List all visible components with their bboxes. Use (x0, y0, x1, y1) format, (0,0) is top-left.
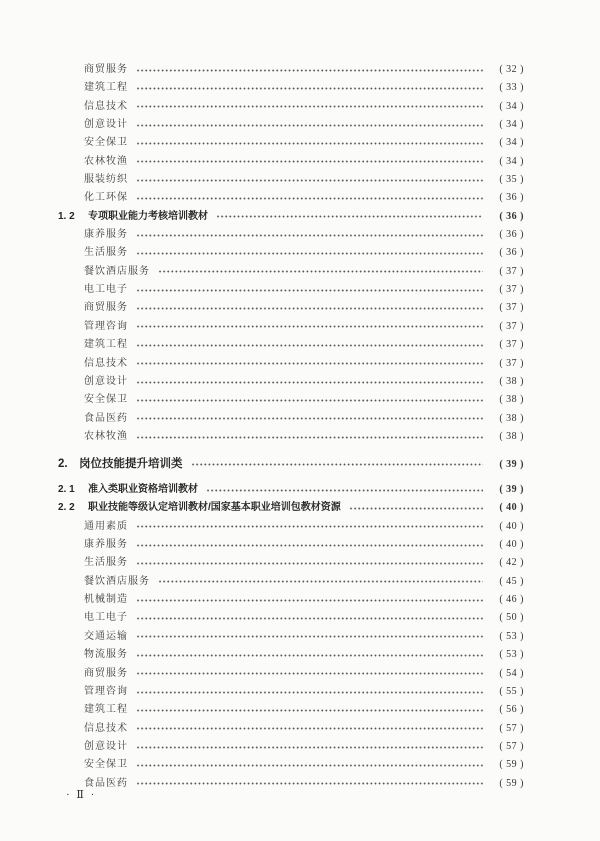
dot-leader (136, 307, 483, 310)
toc-entry-label: 管理咨询 (84, 685, 128, 697)
toc-entry-label: 安全保卫 (84, 394, 128, 406)
dot-leader (136, 654, 483, 657)
toc-entry (58, 737, 524, 755)
toc-entry-label: 交通运输 (84, 630, 128, 642)
toc-entry-page: ( 53 ) (499, 630, 524, 642)
dot-leader (136, 691, 483, 694)
dot-leader (136, 362, 483, 365)
dot-leader (136, 124, 483, 127)
toc-entry (58, 152, 524, 170)
toc-entry-label: 建筑工程 (84, 704, 128, 716)
toc-entry-label: 农林牧渔 (84, 430, 128, 442)
toc-entry-page: ( 50 ) (499, 612, 524, 624)
toc-entry-label: 商贸服务 (84, 302, 128, 314)
dot-leader (206, 489, 483, 492)
toc-entry-label: 商贸服务 (84, 667, 128, 679)
toc-entry (58, 115, 524, 133)
toc-entry-page: ( 59 ) (499, 759, 524, 771)
toc-entry (58, 409, 524, 427)
toc-entry-label: 物流服务 (84, 649, 128, 661)
toc-entry-label: 食品医药 (84, 412, 128, 424)
toc-entry-label: 信息技术 (84, 100, 128, 112)
toc-entry (58, 335, 524, 353)
toc-entry-label: 专项职业能力考核培训教材 (88, 210, 208, 222)
toc-entry (58, 645, 524, 663)
toc-entry (58, 317, 524, 335)
toc-entry (58, 372, 524, 390)
toc-entry (58, 682, 524, 700)
toc-entry-page: ( 37 ) (499, 320, 524, 332)
toc-entry-page: ( 59 ) (499, 777, 524, 789)
toc-list (58, 60, 524, 792)
toc-entry-page: ( 34 ) (499, 119, 524, 131)
toc-entry (58, 390, 524, 408)
page-number-footer: · Ⅱ · (66, 789, 97, 801)
toc-entry-label: 商贸服务 (84, 64, 128, 75)
dot-leader (136, 562, 483, 565)
toc-entry-label: 通用素质 (84, 520, 128, 532)
dot-leader (136, 381, 483, 384)
toc-entry-page: ( 57 ) (499, 740, 524, 752)
dot-leader (136, 234, 483, 237)
dot-leader (136, 69, 483, 72)
dot-leader (158, 270, 483, 273)
toc-entry (58, 262, 524, 280)
dot-leader (136, 252, 483, 255)
toc-entry-label: 职业技能等级认定培训教材/国家基本职业培训包教材资源 (88, 502, 341, 514)
toc-entry (58, 590, 524, 608)
toc-entry-page: ( 55 ) (499, 685, 524, 697)
toc-entry (58, 170, 524, 188)
toc-entry-page: ( 34 ) (499, 100, 524, 112)
toc-entry-page: ( 36 ) (499, 192, 524, 204)
dot-leader (136, 764, 483, 767)
toc-entry (58, 225, 524, 243)
toc-entry-page: ( 33 ) (499, 82, 524, 94)
dot-leader (136, 672, 483, 675)
dot-leader (136, 344, 483, 347)
toc-entry (58, 774, 524, 792)
toc-entry-label: 创意设计 (84, 119, 128, 131)
toc-entry (58, 207, 524, 225)
toc-entry-page: ( 37 ) (499, 339, 524, 351)
toc-entry-page: ( 36 ) (499, 210, 524, 222)
toc-entry (58, 427, 524, 445)
toc-entry-number: 2. (58, 457, 68, 470)
toc-entry (58, 700, 524, 718)
dot-leader (136, 436, 483, 439)
toc-entry-label: 创意设计 (84, 375, 128, 387)
toc-entry-label: 建筑工程 (84, 82, 128, 94)
dot-leader (136, 325, 483, 328)
toc-entry (58, 298, 524, 316)
toc-entry-label: 管理咨询 (84, 320, 128, 332)
dot-leader (136, 417, 483, 420)
toc-entry-page: ( 32 ) (499, 64, 524, 75)
toc-entry-page: ( 36 ) (499, 229, 524, 241)
toc-entry-page: ( 34 ) (499, 137, 524, 149)
toc-entry-page: ( 39 ) (499, 484, 524, 496)
toc-entry-number: 2. 2 (58, 502, 75, 514)
toc-entry-page: ( 40 ) (499, 539, 524, 551)
toc-entry-label: 机械制造 (84, 594, 128, 606)
toc-entry-label: 生活服务 (84, 557, 128, 569)
toc-entry-page: ( 38 ) (499, 412, 524, 424)
toc-entry (58, 627, 524, 645)
toc-entry-page: ( 46 ) (499, 594, 524, 606)
toc-entry (58, 535, 524, 553)
toc-entry-page: ( 37 ) (499, 284, 524, 296)
toc-entry (58, 664, 524, 682)
toc-entry-label: 化工环保 (84, 192, 128, 204)
toc-entry-label: 安全保卫 (84, 137, 128, 149)
toc-entry-page: ( 35 ) (499, 174, 524, 186)
dot-leader (349, 507, 483, 510)
toc-entry (58, 188, 524, 206)
dot-leader (136, 544, 483, 547)
dot-leader (136, 160, 483, 163)
dot-leader (158, 580, 483, 583)
toc-entry-label: 信息技术 (84, 357, 128, 369)
toc-entry-page: ( 34 ) (499, 155, 524, 167)
toc-entry-page: ( 38 ) (499, 430, 524, 442)
dot-leader (136, 782, 483, 785)
dot-leader (136, 709, 483, 712)
dot-leader (136, 179, 483, 182)
toc-entry-page: ( 39 ) (499, 458, 524, 470)
toc-entry (58, 755, 524, 773)
toc-entry-page: ( 54 ) (499, 667, 524, 679)
toc-entry (58, 354, 524, 372)
toc-entry (58, 480, 524, 498)
toc-entry-page: ( 36 ) (499, 247, 524, 259)
toc-entry-page: ( 37 ) (499, 302, 524, 314)
toc-entry-page: ( 40 ) (499, 520, 524, 532)
toc-entry-label: 信息技术 (84, 722, 128, 734)
toc-entry (58, 608, 524, 626)
toc-entry-label: 创意设计 (84, 740, 128, 752)
dot-leader (136, 617, 483, 620)
dot-leader (136, 105, 483, 108)
toc-entry (58, 60, 524, 78)
toc-entry (58, 455, 524, 473)
toc-entry-number: 2. 1 (58, 484, 75, 496)
toc-entry-page: ( 56 ) (499, 704, 524, 716)
toc-entry-label: 康养服务 (84, 539, 128, 551)
toc-entry-label: 电工电子 (84, 284, 128, 296)
toc-entry-label: 康养服务 (84, 229, 128, 241)
toc-entry-page: ( 42 ) (499, 557, 524, 569)
toc-entry-page: ( 37 ) (499, 265, 524, 277)
toc-entry (58, 97, 524, 115)
toc-entry-label: 农林牧渔 (84, 155, 128, 167)
dot-leader (136, 399, 483, 402)
toc-entry-page: ( 57 ) (499, 722, 524, 734)
toc-entry-label: 餐饮酒店服务 (84, 265, 150, 277)
toc-entry-label: 生活服务 (84, 247, 128, 259)
toc-entry (58, 78, 524, 96)
dot-leader (191, 463, 484, 466)
dot-leader (136, 746, 483, 749)
toc-entry-page: ( 53 ) (499, 649, 524, 661)
toc-entry (58, 572, 524, 590)
toc-entry (58, 719, 524, 737)
dot-leader (136, 87, 483, 90)
toc-entry-page: ( 40 ) (499, 502, 524, 514)
toc-entry (58, 133, 524, 151)
dot-leader (136, 289, 483, 292)
toc-entry-label: 安全保卫 (84, 759, 128, 771)
dot-leader (136, 197, 483, 200)
dot-leader (136, 525, 483, 528)
toc-entry (58, 243, 524, 261)
toc-entry-page: ( 38 ) (499, 375, 524, 387)
toc-entry-label: 服装纺织 (84, 174, 128, 186)
toc-entry-label: 食品医药 (84, 777, 128, 789)
toc-entry-page: ( 37 ) (499, 357, 524, 369)
dot-leader (136, 142, 483, 145)
toc-entry-number: 1. 2 (58, 210, 75, 222)
toc-entry-page: ( 38 ) (499, 394, 524, 406)
dot-leader (216, 215, 483, 218)
toc-entry (58, 517, 524, 535)
dot-leader (136, 599, 483, 602)
dot-leader (136, 727, 483, 730)
toc-entry (58, 280, 524, 298)
toc-entry-page: ( 45 ) (499, 575, 524, 587)
toc-entry-label: 岗位技能提升培训类 (79, 457, 183, 470)
toc-entry (58, 498, 524, 516)
toc-entry-label: 建筑工程 (84, 339, 128, 351)
toc-entry-label: 餐饮酒店服务 (84, 575, 150, 587)
dot-leader (136, 635, 483, 638)
toc-entry-label: 准入类职业资格培训教材 (88, 484, 198, 496)
toc-entry (58, 553, 524, 571)
toc-entry-label: 电工电子 (84, 612, 128, 624)
